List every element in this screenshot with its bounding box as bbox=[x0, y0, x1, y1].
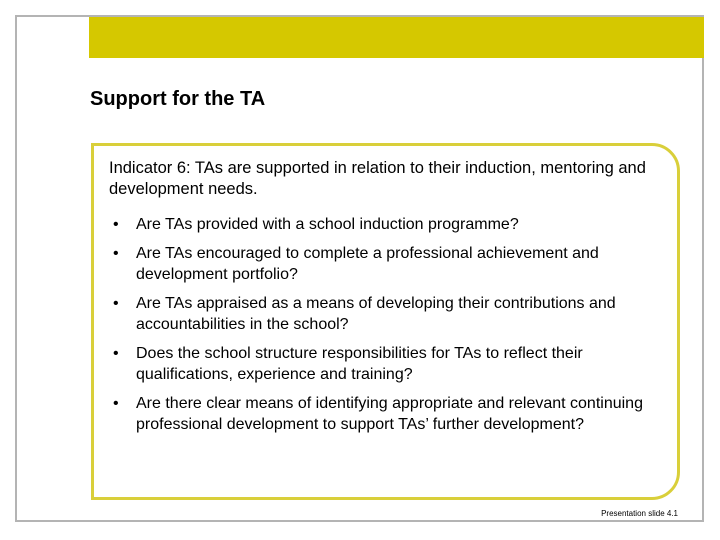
bullet-icon: • bbox=[113, 244, 119, 262]
list-item-text: Does the school structure responsibilities for TAs to reflect their qualifications, experience and training? bbox=[136, 344, 583, 383]
list-item bbox=[109, 243, 669, 286]
list-item-text: Are TAs provided with a school induction programme? bbox=[136, 216, 519, 233]
list-item-text: Are TAs encouraged to complete a professional achievement and development portfolio? bbox=[136, 244, 599, 283]
list-item-text: Are there clear means of identifying appropriate and relevant continuing professional development to support TAs’ further development? bbox=[136, 394, 643, 433]
list-item bbox=[109, 343, 669, 386]
list-item-text: Are TAs appraised as a means of developing their contributions and accountabilities in the school? bbox=[136, 294, 616, 333]
list-item bbox=[109, 214, 669, 236]
bullet-icon: • bbox=[113, 216, 119, 233]
slide-number: Presentation slide 4.1 bbox=[601, 509, 678, 518]
bullet-icon: • bbox=[113, 344, 119, 362]
list-item bbox=[109, 293, 669, 336]
header-band bbox=[89, 17, 704, 58]
bullet-icon: • bbox=[113, 394, 119, 412]
bullet-icon: • bbox=[113, 294, 119, 312]
indicator-text: Indicator 6: TAs are supported in relation to their induction, mentoring and development needs. bbox=[109, 159, 646, 198]
slide-title: Support for the TA bbox=[90, 88, 266, 110]
question-list bbox=[109, 214, 669, 443]
list-item bbox=[109, 393, 669, 436]
